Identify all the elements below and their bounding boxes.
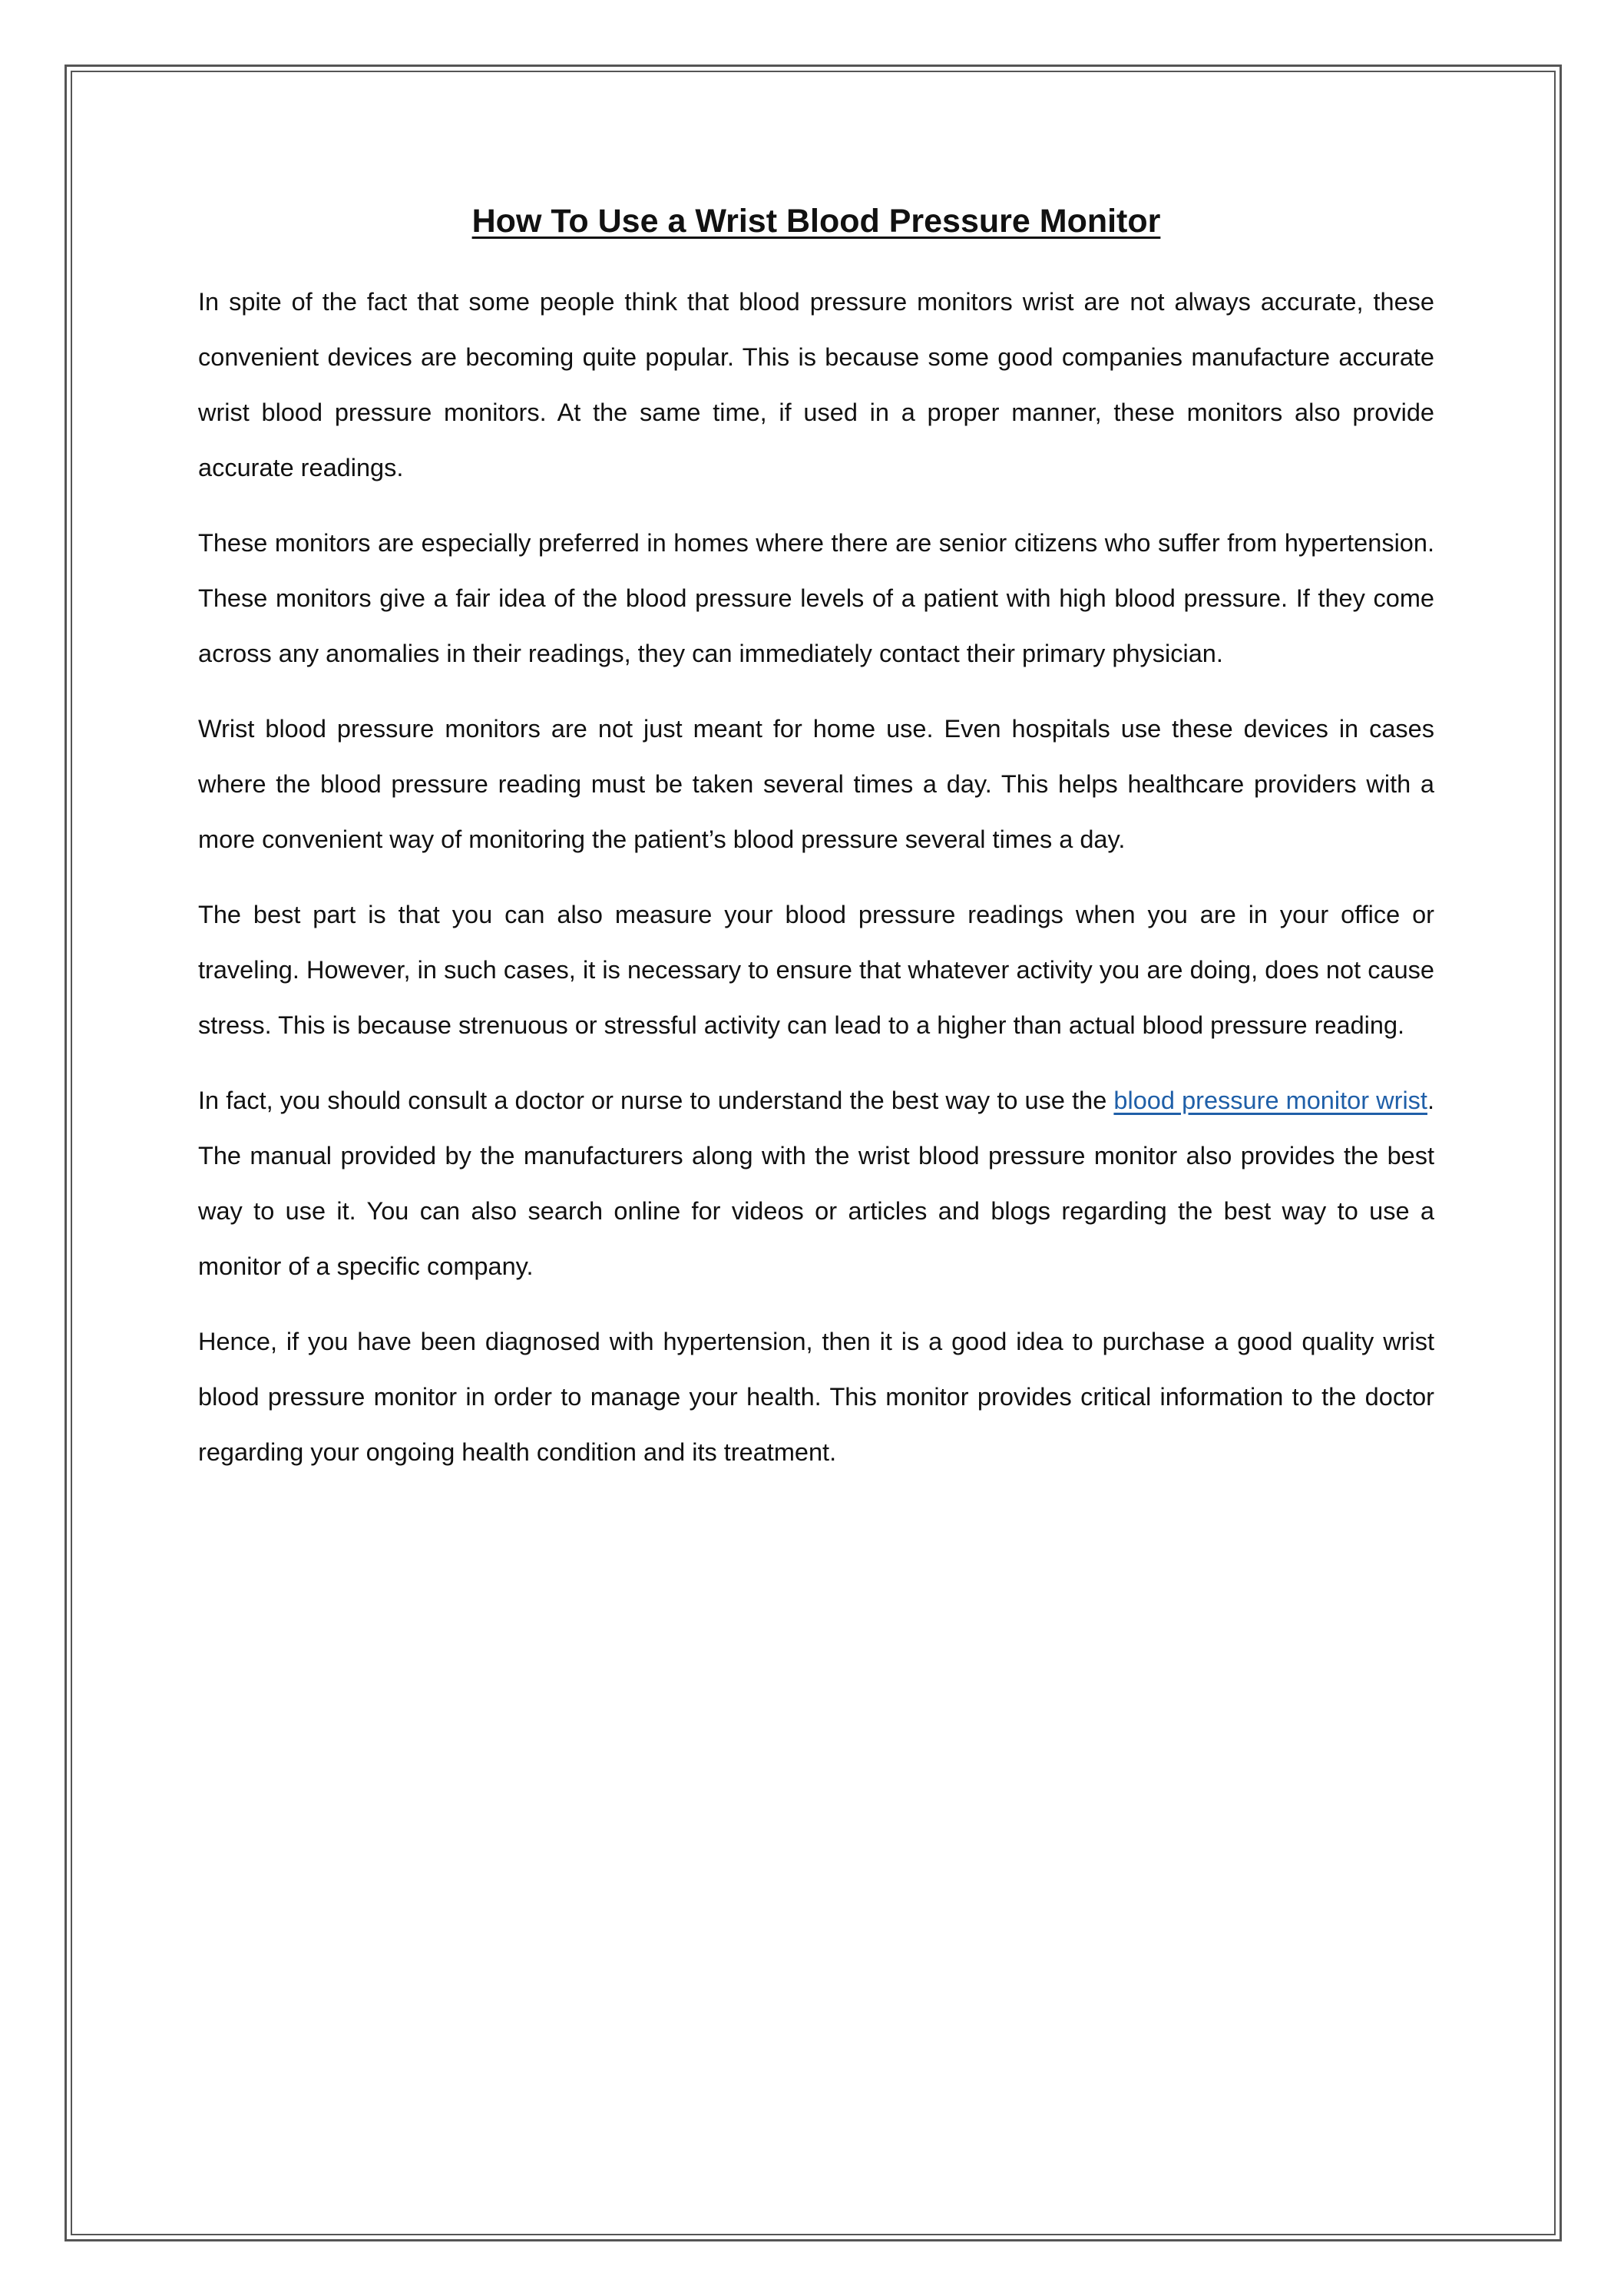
paragraph-5-before-link: In fact, you should consult a doctor or nurse to understand the best way to use the [198, 1087, 1114, 1114]
paragraph-5 [198, 1073, 1434, 1294]
paragraph-5-after-link: . The manual provided by the manufacturers along with the wrist blood pressure monitor also provides the best way to use it. You can also search online for videos or articles and blogs regarding the best way to use a monitor of a specific company. [198, 1087, 1434, 1280]
paragraph-2: These monitors are especially preferred in homes where there are senior citizens who suffer from hypertension. These monitors give a fair idea of the blood pressure levels of a patient with high blood pressure. If they come across any anomalies in their readings, they can immediately contact their primary physician. [198, 529, 1434, 667]
blood-pressure-monitor-wrist-link[interactable]: blood pressure monitor wrist [1113, 1087, 1427, 1114]
paragraph-3: Wrist blood pressure monitors are not just meant for home use. Even hospitals use these devices in cases where the blood pressure reading must be taken several times a day. This helps healthcare providers with a more convenient way of monitoring the patient’s blood pressure several times a day. [198, 715, 1434, 853]
paragraph-4: The best part is that you can also measure your blood pressure readings when you are in your office or traveling. However, in such cases, it is necessary to ensure that whatever activity you are doing, does not cause stress. This is because strenuous or stressful activity can lead to a higher than actual blood pressure reading. [198, 901, 1434, 1039]
document-body [198, 196, 1434, 1500]
paragraph-6: Hence, if you have been diagnosed with hypertension, then it is a good idea to purchase a good quality wrist blood pressure monitor in order to manage your health. This monitor provides critical information to the doctor regarding your ongoing health condition and its treatment. [198, 1328, 1434, 1466]
document-title: How To Use a Wrist Blood Pressure Monitor [471, 203, 1161, 240]
paragraph-1: In spite of the fact that some people think that blood pressure monitors wrist are not always accurate, these convenient devices are becoming quite popular. This is because some good companies manufacture accurate wrist blood pressure monitors. At the same time, if used in a proper manner, these monitors also provide accurate readings. [198, 288, 1434, 481]
